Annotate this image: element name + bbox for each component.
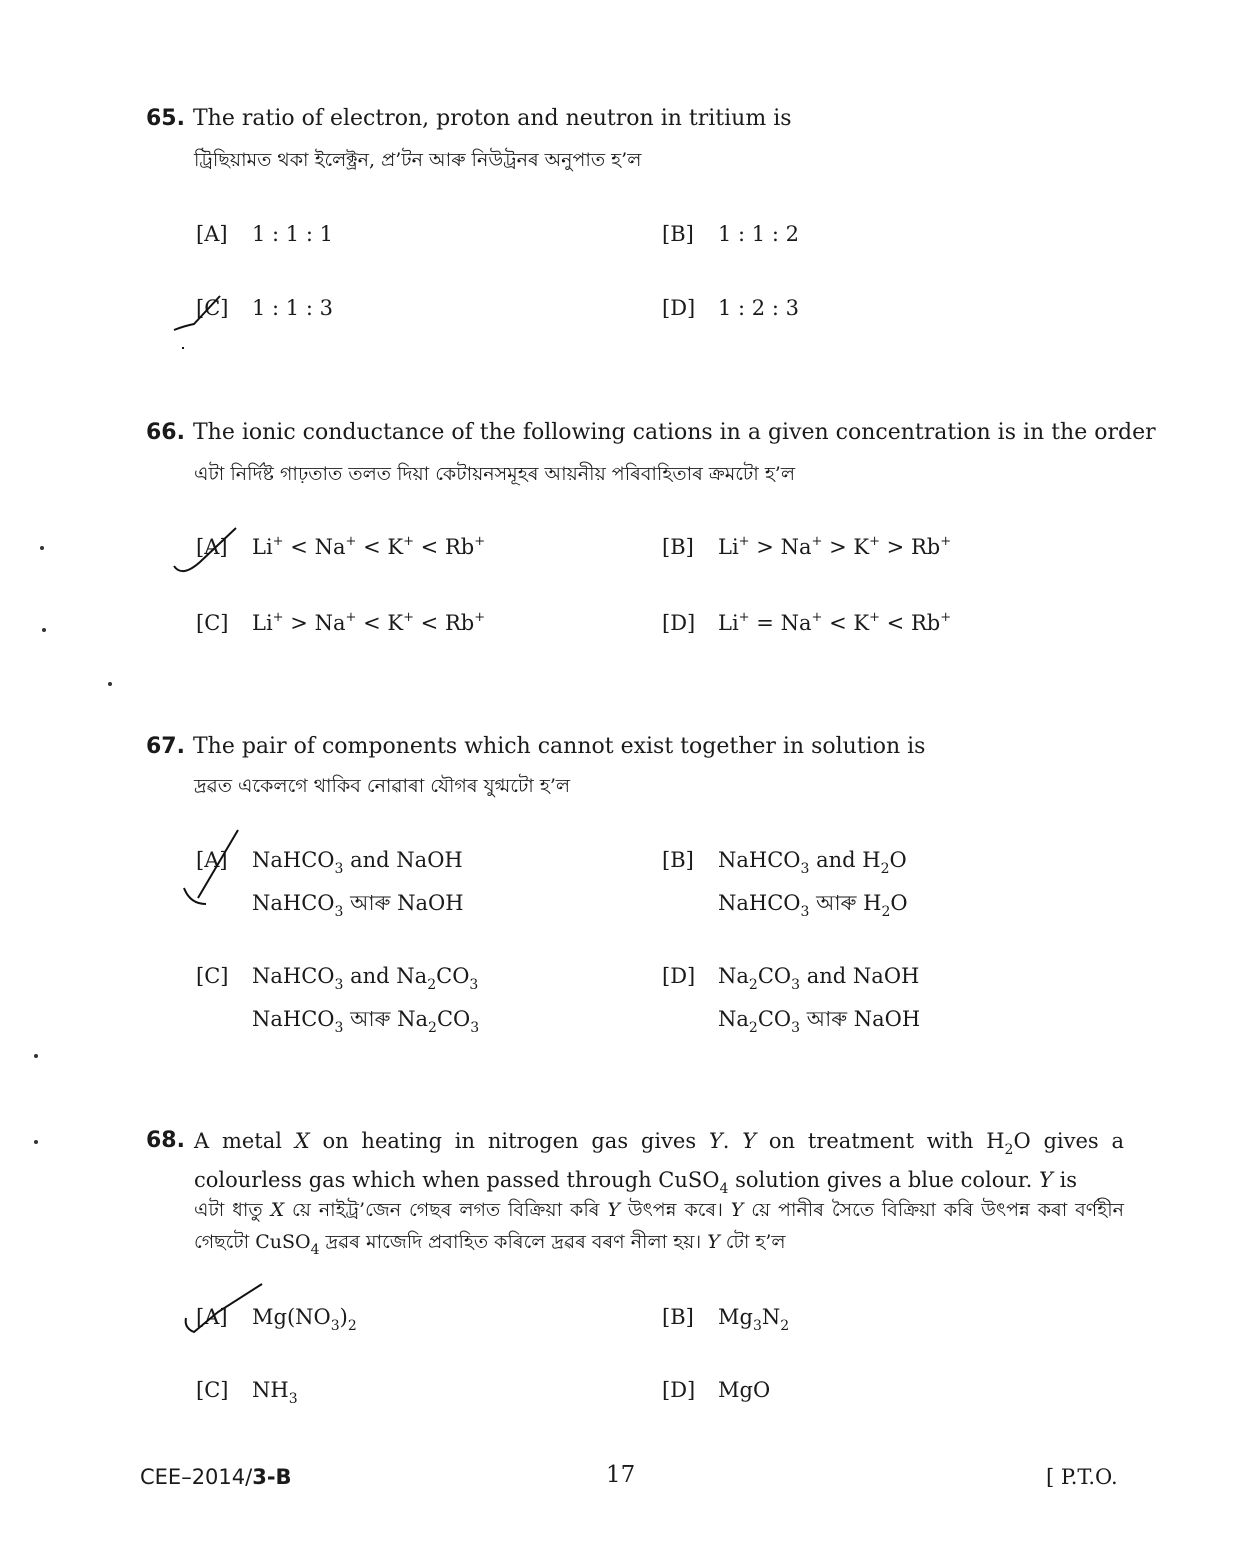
option-label: [B] xyxy=(662,848,694,872)
question-text-en: A metal X on heating in nitrogen gas gives Y. Y on treatment with $H_2O$ gives a colourless gas which when passed through CuSO$_4$ solution gives a blue colour. Y is xyxy=(194,1129,1124,1197)
option-text: 1 : 1 : 2 xyxy=(718,222,799,246)
option-68-c[interactable] xyxy=(196,1378,298,1407)
option-text: Li+ = Na+ < K+ < Rb+ xyxy=(718,610,952,635)
option-67-d[interactable] xyxy=(662,964,919,993)
paper-code: CEE–2014/3-B xyxy=(140,1465,292,1489)
question-text-en: The ionic conductance of the following cations in a given concentration is in the order xyxy=(192,420,1156,445)
option-text: $Mg_3N_2$ xyxy=(718,1305,790,1334)
question-text-bn: এটা নিৰ্দিষ্ট গাঢ়তাত তলত দিয়া কেটায়নসমূহৰ আয়নীয় পৰিবাহিতাৰ ক্ৰমটো হ’ল xyxy=(194,463,795,485)
page-number: 17 xyxy=(606,1462,636,1488)
option-text-en: $Na_2CO_3$ and NaOH xyxy=(718,964,920,993)
checkmark-icon xyxy=(180,826,250,916)
question-text-en: The pair of components which cannot exist together in solution is xyxy=(192,734,926,759)
option-label: [D] xyxy=(662,1378,696,1402)
option-text: MgO xyxy=(718,1378,771,1402)
option-label: [A] xyxy=(196,222,228,246)
option-label: [D] xyxy=(662,611,696,635)
option-66-c[interactable] xyxy=(196,610,485,635)
option-65-b[interactable] xyxy=(662,222,799,246)
option-label: [A] xyxy=(196,848,228,872)
pto-label: [ P.T.O. xyxy=(1046,1465,1118,1489)
question-66 xyxy=(146,418,1156,448)
option-67-d-bn: $Na_2CO_3$ আৰু NaOH xyxy=(718,1007,921,1036)
option-66-b[interactable] xyxy=(662,534,951,559)
option-68-d[interactable] xyxy=(662,1378,770,1402)
option-text-en: NaHCO$_3$ and NaOH xyxy=(252,848,463,877)
option-66-d[interactable] xyxy=(662,610,951,635)
question-68 xyxy=(146,1126,193,1156)
option-text: Li+ < Na+ < K+ < Rb+ xyxy=(252,534,486,559)
question-67 xyxy=(146,732,925,762)
option-label: [D] xyxy=(662,964,696,988)
option-label: [C] xyxy=(196,296,229,320)
option-67-c-bn: NaHCO$_3$ আৰু $Na_2CO_3$ xyxy=(252,1007,480,1036)
scan-speck xyxy=(40,546,44,550)
option-text: 1 : 1 : 3 xyxy=(252,296,333,320)
option-67-c[interactable] xyxy=(196,964,478,993)
option-label: [B] xyxy=(662,1305,694,1329)
checkmark-icon xyxy=(168,522,248,582)
question-text-en: The ratio of electron, proton and neutron in tritium is xyxy=(192,106,792,131)
scan-speck xyxy=(108,682,112,686)
option-text: $NH_3$ xyxy=(252,1378,298,1407)
option-65-a[interactable] xyxy=(196,222,333,246)
option-text: 1 : 2 : 3 xyxy=(718,296,799,320)
option-65-d[interactable] xyxy=(662,296,799,320)
option-67-b[interactable] xyxy=(662,848,907,877)
option-label: [D] xyxy=(662,296,696,320)
question-number: 66. xyxy=(146,420,185,445)
scan-speck xyxy=(34,1140,38,1144)
option-67-a-bn: NaHCO$_3$ আৰু NaOH xyxy=(252,891,464,920)
question-65 xyxy=(146,104,792,134)
option-text: 1 : 1 : 1 xyxy=(252,222,333,246)
option-label: [B] xyxy=(662,535,694,559)
option-text-en: NaHCO$_3$ and $H_2O$ xyxy=(718,848,907,877)
option-text-en: NaHCO$_3$ and $Na_2CO_3$ xyxy=(252,964,479,993)
question-text-bn: ট্রিছিয়ামত থকা ইলেক্ট্রন, প্র’টন আৰু নিউট্ৰনৰ অনুপাত হ’ল xyxy=(194,149,642,171)
question-text-bn: এটা ধাতু X য়ে নাইট্ৰ’জেন গেছৰ লগত বিক্ৰিয়া কৰি Y উৎপন্ন কৰে। Y য়ে পানীৰ সৈতে বিক্ৰিয়া কৰি উৎপন্ন কৰা বৰ্ণহীন গেছটো CuSO$_4$ দ্ৰৱৰ মাজেদি প্ৰবাহিত কৰিলে দ্ৰৱৰ বৰণ নীলা হয়। Y টো হ’ল xyxy=(194,1199,1124,1258)
option-label: [B] xyxy=(662,222,694,246)
scan-speck xyxy=(42,628,46,632)
option-label: [C] xyxy=(196,964,229,988)
option-67-b-bn: NaHCO$_3$ আৰু $H_2O$ xyxy=(718,891,908,920)
checkmark-icon xyxy=(168,292,228,362)
option-label: [A] xyxy=(196,535,228,559)
option-label: [A] xyxy=(196,1305,228,1329)
question-text-bn: দ্ৰৱত একেলগে থাকিব নোৱাৰা যৌগৰ যুগ্মটো হ’ল xyxy=(194,775,571,797)
question-number: 67. xyxy=(146,734,185,759)
option-label: [C] xyxy=(196,1378,229,1402)
option-text: $Mg(NO_3)_2$ xyxy=(252,1305,357,1334)
question-number: 68. xyxy=(146,1128,185,1153)
option-label: [C] xyxy=(196,611,229,635)
option-text: Li+ > Na+ > K+ > Rb+ xyxy=(718,534,952,559)
option-68-b[interactable] xyxy=(662,1305,789,1334)
option-text: Li+ > Na+ < K+ < Rb+ xyxy=(252,610,486,635)
question-number: 65. xyxy=(146,106,185,131)
checkmark-icon xyxy=(178,1280,268,1340)
scan-speck xyxy=(34,1054,38,1058)
